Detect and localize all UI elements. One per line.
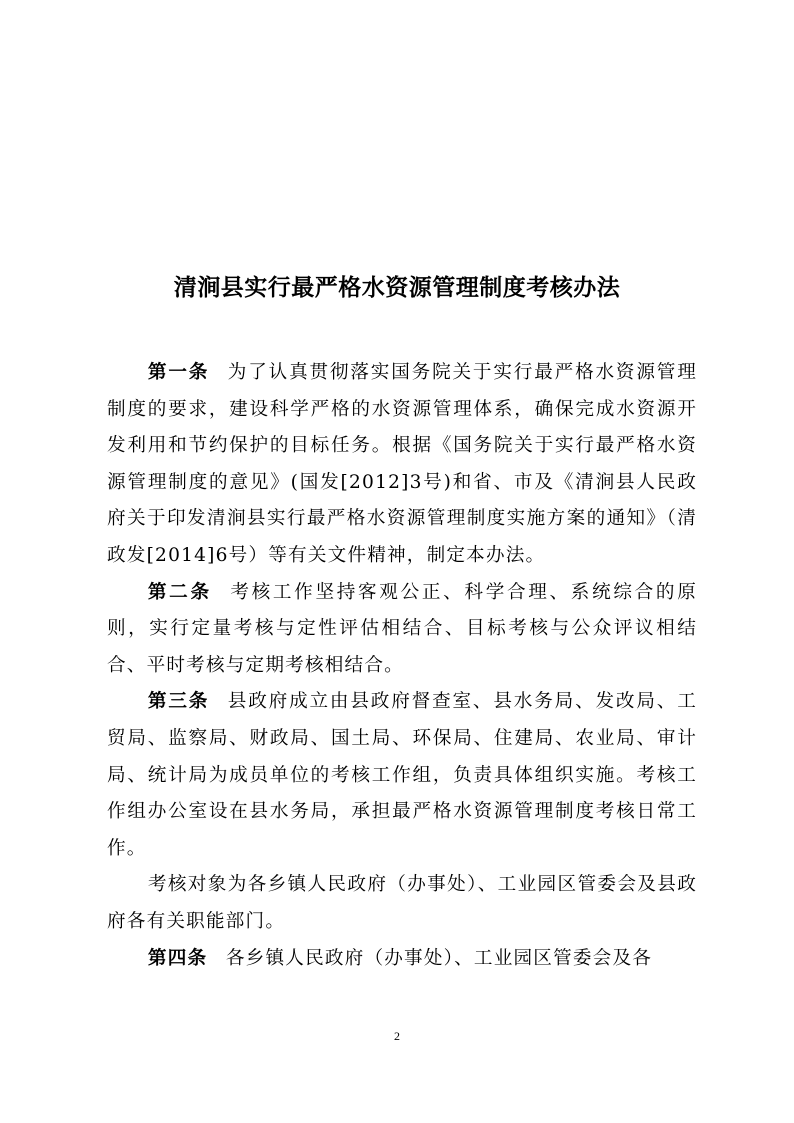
document-body bbox=[107, 355, 697, 977]
article-text: 为了认真贯彻落实国务院关于实行最严格水资源管理制度的要求，建设科学严格的水资源管理体系，确保完成水资源开发利用和节约保护的目标任务。根据《国务院关于实行最严格水资源管理制度的意见》(国发[2012]3号)和省、市及《清涧县人民政府关于印发清涧县实行最严格水资源管理制度实施方案的通知》（清政发[2014]6号）等有关文件精神，制定本办法。 bbox=[107, 362, 697, 566]
article-text: 各乡镇人民政府（办事处）、工业园区管委会及各 bbox=[225, 947, 653, 969]
article-label: 第三条 bbox=[147, 691, 210, 713]
article-text: 考核工作坚持客观公正、科学合理、系统综合的原则，实行定量考核与定性评估相结合、目标考核与公众评议相结合、平时考核与定期考核相结合。 bbox=[107, 581, 697, 676]
article-paragraph bbox=[107, 941, 697, 978]
article-paragraph bbox=[107, 684, 697, 867]
article-label: 第四条 bbox=[147, 947, 208, 969]
article-label: 第二条 bbox=[147, 581, 212, 603]
document-title: 清涧县实行最严格水资源管理制度考核办法 bbox=[173, 275, 621, 301]
article-text: 县政府成立由县政府督查室、县水务局、发改局、工贸局、监察局、财政局、国土局、环保局、住建局、农业局、审计局、统计局为成员单位的考核工作组，负责具体组织实施。考核工作组办公室设在县水务局，承担最严格水资源管理制度考核日常工作。 bbox=[107, 691, 697, 859]
article-text: 考核对象为各乡镇人民政府（办事处）、工业园区管委会及县政府各有关职能部门。 bbox=[107, 874, 697, 932]
article-paragraph bbox=[107, 867, 697, 940]
article-paragraph bbox=[107, 575, 697, 685]
article-paragraph bbox=[107, 355, 697, 575]
article-label: 第一条 bbox=[147, 362, 210, 383]
page-number: 2 bbox=[394, 1029, 400, 1043]
